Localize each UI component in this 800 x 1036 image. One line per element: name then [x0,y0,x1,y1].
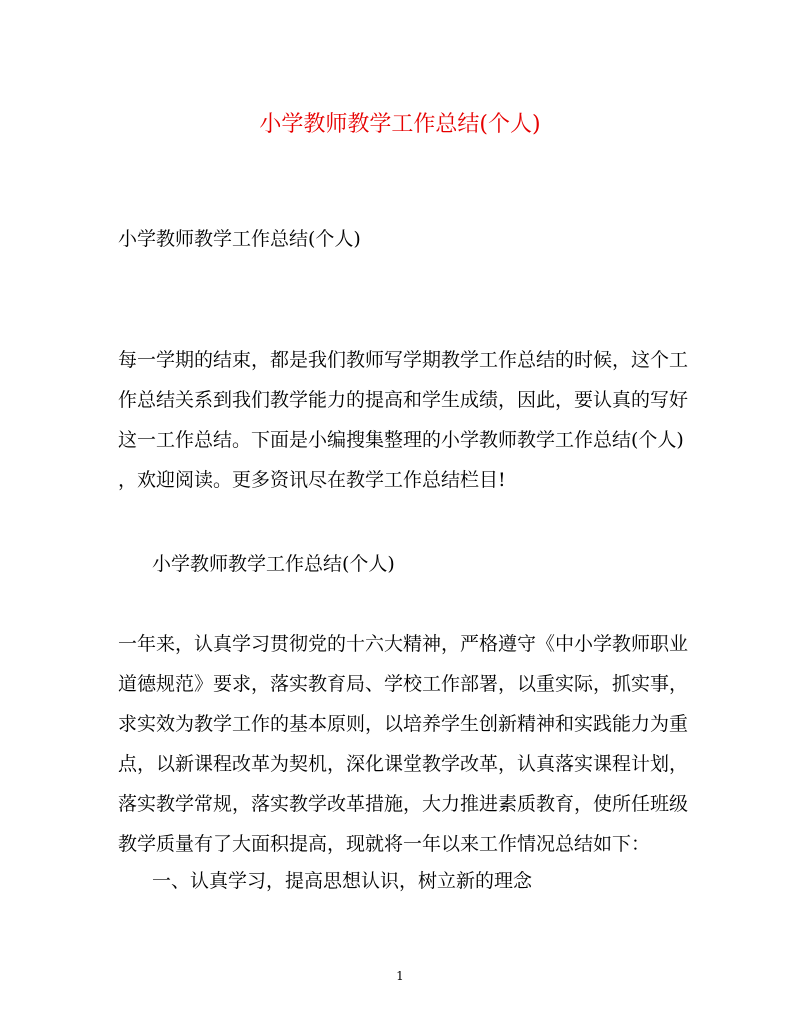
body-line: 点，以新课程改革为契机，深化课堂教学改革，认真落实课程计划， [118,753,689,775]
intro-line: 这一工作总结。下面是小编搜集整理的小学教师教学工作总结(个人) [118,429,684,451]
body-line: 落实教学常规，落实教学改革措施，大力推进素质教育，使所任班级 [118,793,689,815]
section-title: 小学教师教学工作总结(个人) [152,553,395,575]
intro-line: 作总结关系到我们教学能力的提高和学生成绩，因此，要认真的写好 [118,389,689,411]
intro-line: ，欢迎阅读。更多资讯尽在教学工作总结栏目! [118,469,506,491]
intro-line: 每一学期的结束，都是我们教师写学期教学工作总结的时候，这个工 [118,349,689,371]
document-title: 小学教师教学工作总结(个人) [259,112,541,137]
page-number: 1 [396,969,404,983]
item-heading: 一、认真学习，提高思想认识，树立新的理念 [152,870,533,892]
body-line: 一年来，认真学习贯彻党的十六大精神，严格遵守《中小学教师职业 [118,633,689,655]
body-line: 道德规范》要求，落实教育局、学校工作部署，以重实际，抓实事， [118,673,689,695]
body-line: 教学质量有了大面积提高，现就将一年以来工作情况总结如下： [118,833,651,855]
body-paragraph [118,624,689,864]
document-subheading: 小学教师教学工作总结(个人) [118,228,361,250]
intro-paragraph [118,340,689,500]
body-line: 求实效为教学工作的基本原则，以培养学生创新精神和实践能力为重 [118,713,689,735]
